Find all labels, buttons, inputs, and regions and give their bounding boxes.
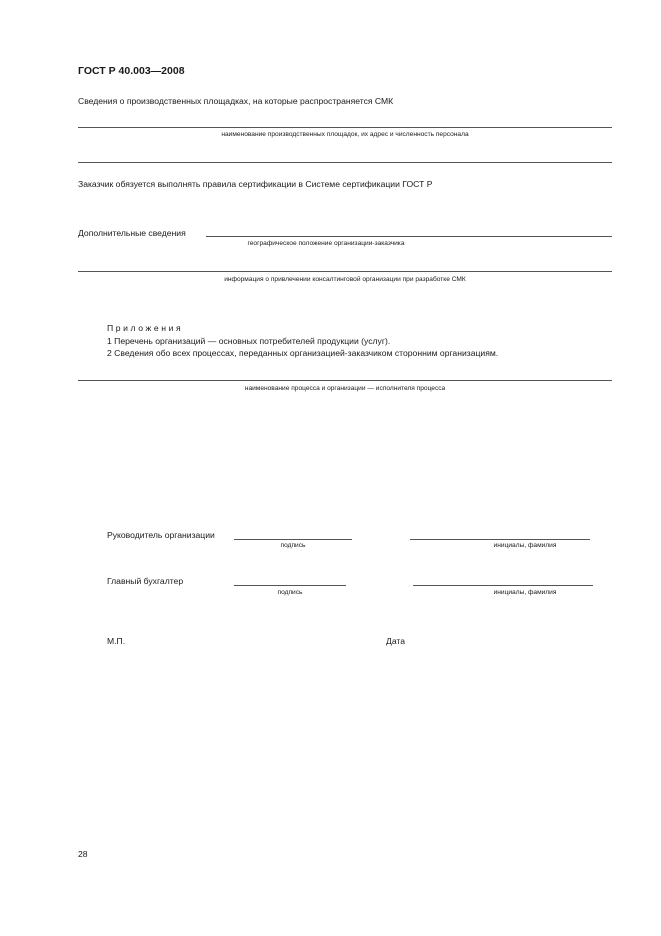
appendix-item-1: 1 Перечень организаций — основных потребителей продукции (услуг).: [107, 336, 391, 346]
appendices-title: Приложения: [107, 323, 184, 333]
accountant-name-line: [413, 585, 593, 586]
accountant-name-caption: инициалы, фамилия: [493, 589, 557, 596]
head-signature-line: [234, 539, 352, 540]
seal-label: М.П.: [107, 636, 126, 646]
accountant-label: Главный бухгалтер: [107, 576, 184, 586]
document-code: ГОСТ Р 40.003—2008: [78, 65, 185, 77]
additional-info-label: Дополнительные сведения: [78, 228, 186, 238]
processes-line: [78, 380, 612, 381]
production-sites-label: Сведения о производственных площадках, на которые распространяется СМК: [78, 96, 394, 106]
date-label: Дата: [386, 636, 406, 646]
additional-info-line: [206, 236, 612, 237]
page-number: 28: [78, 849, 88, 859]
head-label: Руководитель организации: [107, 530, 215, 540]
accountant-signature-line: [234, 585, 346, 586]
head-name-line: [410, 539, 590, 540]
head-signature-caption: подпись: [280, 542, 306, 549]
production-sites-line: [78, 127, 612, 128]
production-sites-caption: наименование производственных площадок, их адрес и численность персонала: [221, 131, 469, 138]
consulting-caption: информация о привлечении консалтинговой организации при разработке СМК: [224, 276, 466, 283]
processes-caption: наименование процесса и организации — исполнителя процесса: [244, 385, 446, 392]
accountant-signature-caption: подпись: [277, 589, 303, 596]
production-sites-line-2: [78, 162, 612, 163]
appendix-item-2: 2 Сведения обо всех процессах, переданных организацией-заказчиком сторонним организациям.: [107, 348, 499, 358]
geo-position-caption: географическое положение организации-заказчика: [247, 240, 405, 247]
customer-obligation-text: Заказчик обязуется выполнять правила сертификации в Системе сертификации ГОСТ Р: [78, 179, 433, 189]
head-name-caption: инициалы, фамилия: [493, 542, 557, 549]
consulting-line: [78, 271, 612, 272]
